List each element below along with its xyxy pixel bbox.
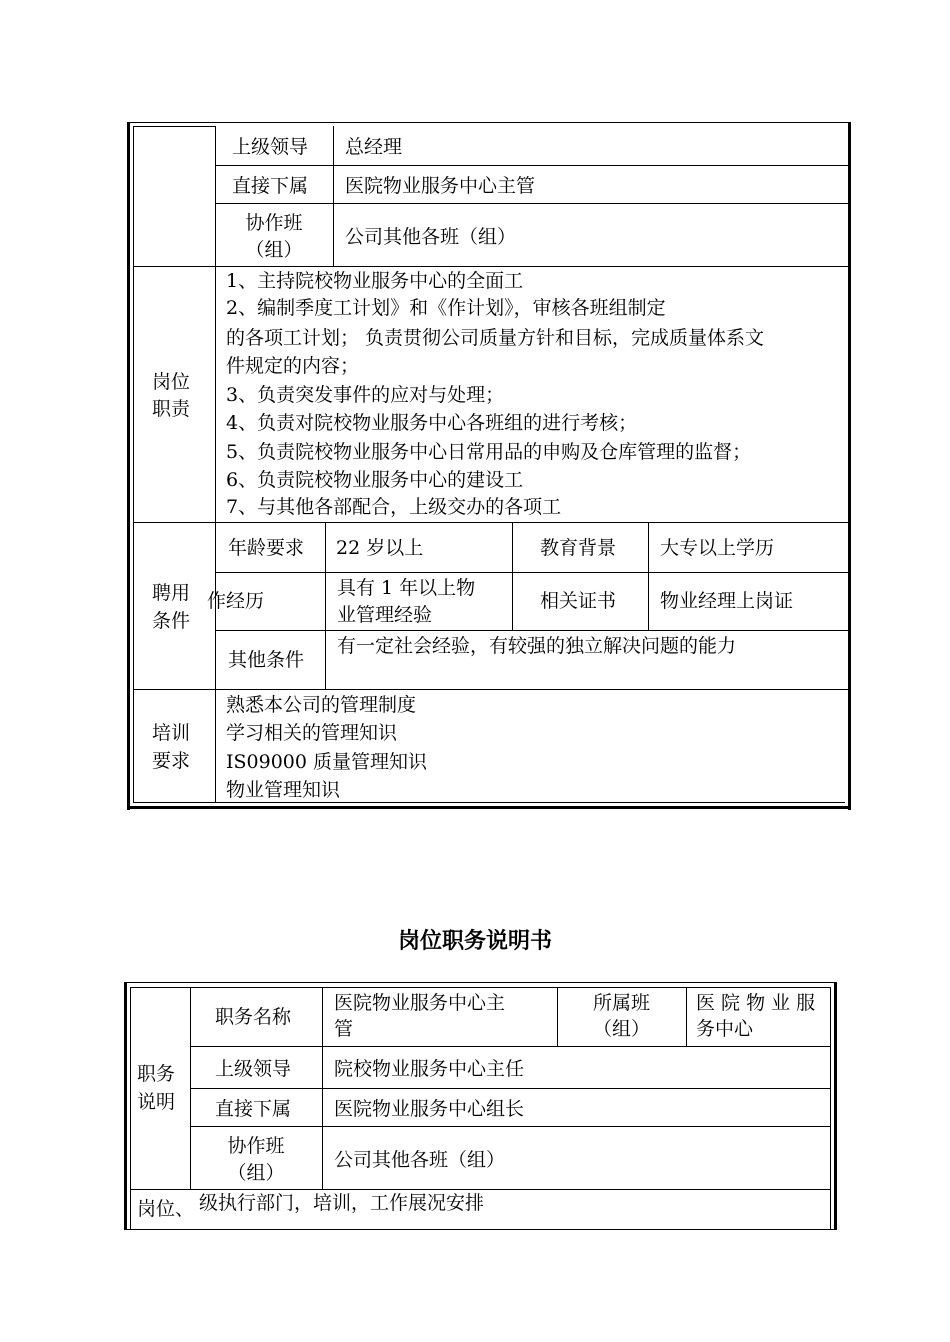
hiring-col-3 <box>648 522 649 630</box>
experience-value-2: 业管理经验 <box>337 604 433 626</box>
subordinate-label: 直接下属 <box>232 175 309 197</box>
cooperation-label-2: （组） <box>245 239 303 261</box>
divider-training <box>133 689 848 690</box>
dept-value-2: 务中心 <box>696 1018 754 1040</box>
education-label: 教育背景 <box>540 537 617 559</box>
table1-border-top <box>127 122 851 123</box>
duty-item: 3、负责突发事件的应对与处理； <box>226 384 505 406</box>
divider-duties <box>133 266 848 267</box>
duty-item: 7、与其他各部配合，上级交办的各项工 <box>226 496 562 518</box>
duty-item: 件规定的内容； <box>226 355 360 377</box>
table1-inner-top <box>133 126 215 127</box>
table2-border-left <box>124 982 127 1230</box>
superior-label: 上级领导 <box>232 136 309 158</box>
certificate-value: 物业经理上岗证 <box>660 590 794 612</box>
duty-item: 1、主持院校物业服务中心的全面工 <box>226 270 524 292</box>
subordinate-value: 医院物业服务中心主管 <box>345 175 536 197</box>
other-label: 其他条件 <box>228 649 305 671</box>
table1-border-bottom <box>127 806 851 809</box>
table2-border-right <box>834 982 837 1230</box>
cooperation-value: 公司其他各班（组） <box>345 226 517 248</box>
table1-border-left <box>127 122 130 810</box>
duty-item: 4、负责对院校物业服务中心各班组的进行考核； <box>226 412 638 434</box>
dept-label-2: （组） <box>592 1018 650 1040</box>
age-value: 22 岁以上 <box>336 537 424 559</box>
age-label: 年龄要求 <box>228 537 305 559</box>
t2-cooperation-value: 公司其他各班（组） <box>334 1149 506 1171</box>
page-title: 岗位职务说明书 <box>397 929 552 954</box>
hiring-label-2: 条件 <box>152 610 191 632</box>
dept-value-1: 医 院 物 业 服 <box>696 992 816 1014</box>
duties-label-2: 职责 <box>152 398 191 420</box>
dept-label-1: 所属班 <box>592 992 650 1014</box>
duty-item: 的各项工计划； 负责贯彻公司质量方针和目标，完成质量体系文 <box>226 327 765 349</box>
t2-superior-value: 院校物业服务中心主任 <box>334 1058 525 1080</box>
top-col-divider <box>333 126 334 266</box>
hiring-row-2 <box>215 630 848 631</box>
superior-value: 总经理 <box>345 136 403 158</box>
t2-superior-label: 上级领导 <box>215 1058 292 1080</box>
table1-border-right <box>848 122 851 810</box>
t2-cooperation-label-2: （组） <box>227 1162 285 1184</box>
training-label-1: 培训 <box>152 722 191 744</box>
table1-inner-left <box>133 126 134 802</box>
t2-col-1 <box>322 987 323 1189</box>
table2-inner-left <box>130 987 131 1229</box>
t2-row-2 <box>190 1088 830 1089</box>
t2-cooperation-label-1: 协作班 <box>227 1135 285 1157</box>
training-label-2: 要求 <box>152 750 191 772</box>
hiring-col-2 <box>512 522 513 630</box>
cooperation-label-1: 协作班 <box>245 212 303 234</box>
certificate-label: 相关证书 <box>540 590 617 612</box>
table2-inner-top <box>130 987 831 988</box>
training-item: IS09000 质量管理知识 <box>226 751 428 773</box>
training-item: 学习相关的管理知识 <box>226 722 398 744</box>
training-item: 熟悉本公司的管理制度 <box>226 694 417 716</box>
duties-label-1: 岗位 <box>152 371 191 393</box>
hiring-col-1 <box>325 522 326 689</box>
experience-value-1: 具有 1 年以上物 <box>337 577 476 599</box>
training-item: 物业管理知识 <box>226 779 341 801</box>
t2-subordinate-value: 医院物业服务中心组长 <box>334 1098 525 1120</box>
t2-row-3 <box>190 1126 830 1127</box>
t2-row-1 <box>190 1046 830 1047</box>
t2-section-label-2: 说明 <box>137 1091 176 1113</box>
position-value-1: 医院物业服务中心主 <box>334 992 506 1014</box>
divider-hiring <box>133 522 848 523</box>
t2-section-label-1: 职务 <box>137 1063 176 1085</box>
table2-border-top <box>124 982 837 983</box>
duty-item: 6、负责院校物业服务中心的建设工 <box>226 469 524 491</box>
t2-subordinate-label: 直接下属 <box>215 1098 292 1120</box>
education-value: 大专以上学历 <box>660 537 775 559</box>
duty-item: 2、编制季度工计划》和《作计划》，审核各班组制定 <box>226 297 666 319</box>
t2-bottom-label: 岗位、 <box>137 1198 195 1220</box>
hiring-label-1: 聘用 <box>152 582 191 604</box>
other-value: 有一定社会经验，有较强的独立解决问题的能力 <box>337 635 737 657</box>
table2-inner-right <box>830 987 831 1229</box>
position-value-2: 管 <box>334 1018 354 1040</box>
position-label: 职务名称 <box>215 1006 292 1028</box>
hiring-row-1 <box>215 572 848 573</box>
top-row-1 <box>215 165 848 166</box>
t2-bottom-value: 级执行部门，培训，工作展况安排 <box>199 1192 485 1214</box>
top-row-2 <box>215 203 848 204</box>
duty-item: 5、负责院校物业服务中心日常用品的申购及仓库管理的监督； <box>226 441 752 463</box>
table2-border-bottom <box>124 1229 837 1230</box>
t2-col-3 <box>686 987 687 1046</box>
experience-label: 作经历 <box>207 590 265 612</box>
